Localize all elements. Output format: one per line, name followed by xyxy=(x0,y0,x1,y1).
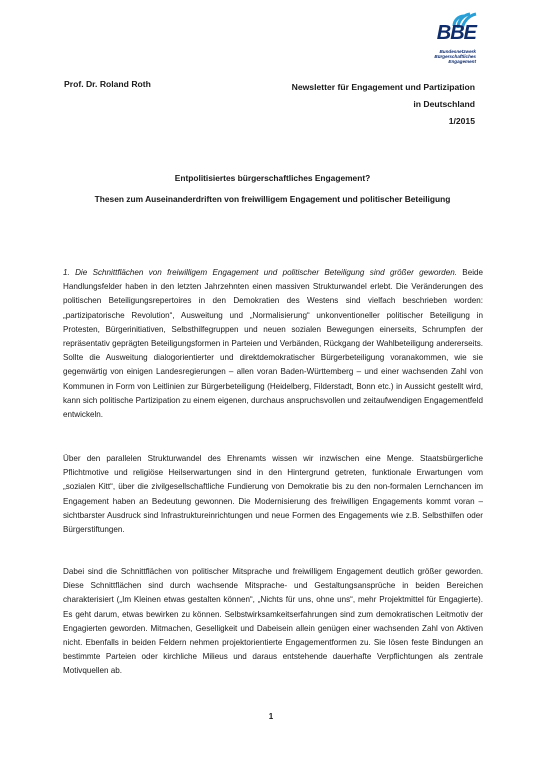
author-name: Prof. Dr. Roland Roth xyxy=(64,79,151,89)
logo-brand-text: BBE xyxy=(436,22,476,44)
logo-subtitle-line: Engagement xyxy=(448,59,476,64)
document-subtitle: Thesen zum Auseinanderdriften von freiwilligem Engagement und politischer Beteiligung xyxy=(94,194,451,204)
paragraph-3 xyxy=(63,565,483,679)
publication-header xyxy=(292,79,475,130)
logo-subtitle-line: Bundesnetzwerk xyxy=(439,49,476,54)
paragraph-3-text: Dabei sind die Schnittflächen von politischer Mitsprache und freiwilligem Engagement deutlich größer geworden. Diese Schnittflächen sind durch wachsende Mitsprache- und Gestaltungsansprüche in beiden Bereichen charakterisiert („Im Kleinen etwas gestalten können“, „Nichts für uns, ohne uns“, mehr Projektmittel für Engagierte). Es geht darum, etwas bewirken zu können. Selbstwirksamkeitserfahrungen sind zum demokratischen Leitmotiv der Engagierten geworden. Mitmachen, Geselligkeit und Dabeisein allein genügen einer wachsenden Zahl von Aktiven nicht. Ebenfalls in beiden Feldern nehmen projektorientierte Engagementformen zu. Sie lösen feste Bindungen an bestimmte Parteien oder kirchliche Milieus und daraus entstehende dauerhafte Verpflichtungen als zentrale Motivquellen ab. xyxy=(63,567,483,676)
paragraph-1-body: Beide Handlungsfelder haben in den letzten Jahrzehnten einen massiven Strukturwandel erlebt. Die Veränderungen des politischen Beteiligungsrepertoires in den Demokratien des Westens sind vielfach beschrieben worden: „partizipatorische Revolution“, Ausweitung und „Normalisierung“ unkonventioneller politischer Beteiligung in Protesten, Bürgerinitiativen, Selbsthilfegruppen und neuen sozialen Bewegungen einerseits, Schrumpfen der repräsentativ geprägten Beteiligungsformen in Parteien und Verbänden, Rückgang der Wahlbeteiligung andererseits. Sollte die Ausweitung dialogorientierter und direktdemokratischer Bürgerbeteiligung voranakommen, wie sie gegenwärtig von einigen Landesregierungen – allen voran Baden-Württemberg – und einer wachsenden Zahl von Kommunen in Form von Leitlinien zur Bürgerbeteiligung (Heidelberg, Filderstadt, Bonn etc.) in Aussicht gestellt wird, kann sich politische Partizipation zu einem eigenen, durchaus anspruchsvollen und zeitaufwendigen Engagementfeld entwickeln. xyxy=(63,268,483,420)
paragraph-2-text: Über den parallelen Strukturwandel des Ehrenamts wissen wir inzwischen eine Menge. Staatsbürgerliche Pflichtmotive und religiöse Heilserwartungen sind in den Hintergrund getreten, funktionale Erwartungen vom „sozialen Kitt“, über die zivilgesellschaftliche Fundierung von Demokratie bis zu den non-formalen Lernchancen im Engagement haben an Bedeutung gewonnen. Die Modernisierung des freiwilligen Engagements kommt voran – sichtbarster Ausdruck sind Infrastruktureinrichtungen und neue Formen des Engagements wie z.B. Selbsthilfen oder Bürgerstiftungen. xyxy=(63,454,483,535)
thesis-heading: 1. Die Schnittflächen von freiwilligem Engagement und politischer Beteiligung sind größer geworden. xyxy=(63,268,457,277)
issue-number: 1/2015 xyxy=(448,116,475,126)
paragraph-2 xyxy=(63,452,483,537)
document-title: Entpolitisiertes bürgerschaftliches Engagement? xyxy=(174,173,371,183)
publication-title-line2: in Deutschland xyxy=(413,99,475,109)
bbe-logo xyxy=(396,12,480,70)
publication-title-line1: Newsletter für Engagement und Partizipation xyxy=(291,82,475,92)
paragraph-1 xyxy=(63,266,483,422)
page-number: 1 xyxy=(268,712,274,721)
logo-subtitle-line: Bürgerschaftliches xyxy=(434,54,476,59)
